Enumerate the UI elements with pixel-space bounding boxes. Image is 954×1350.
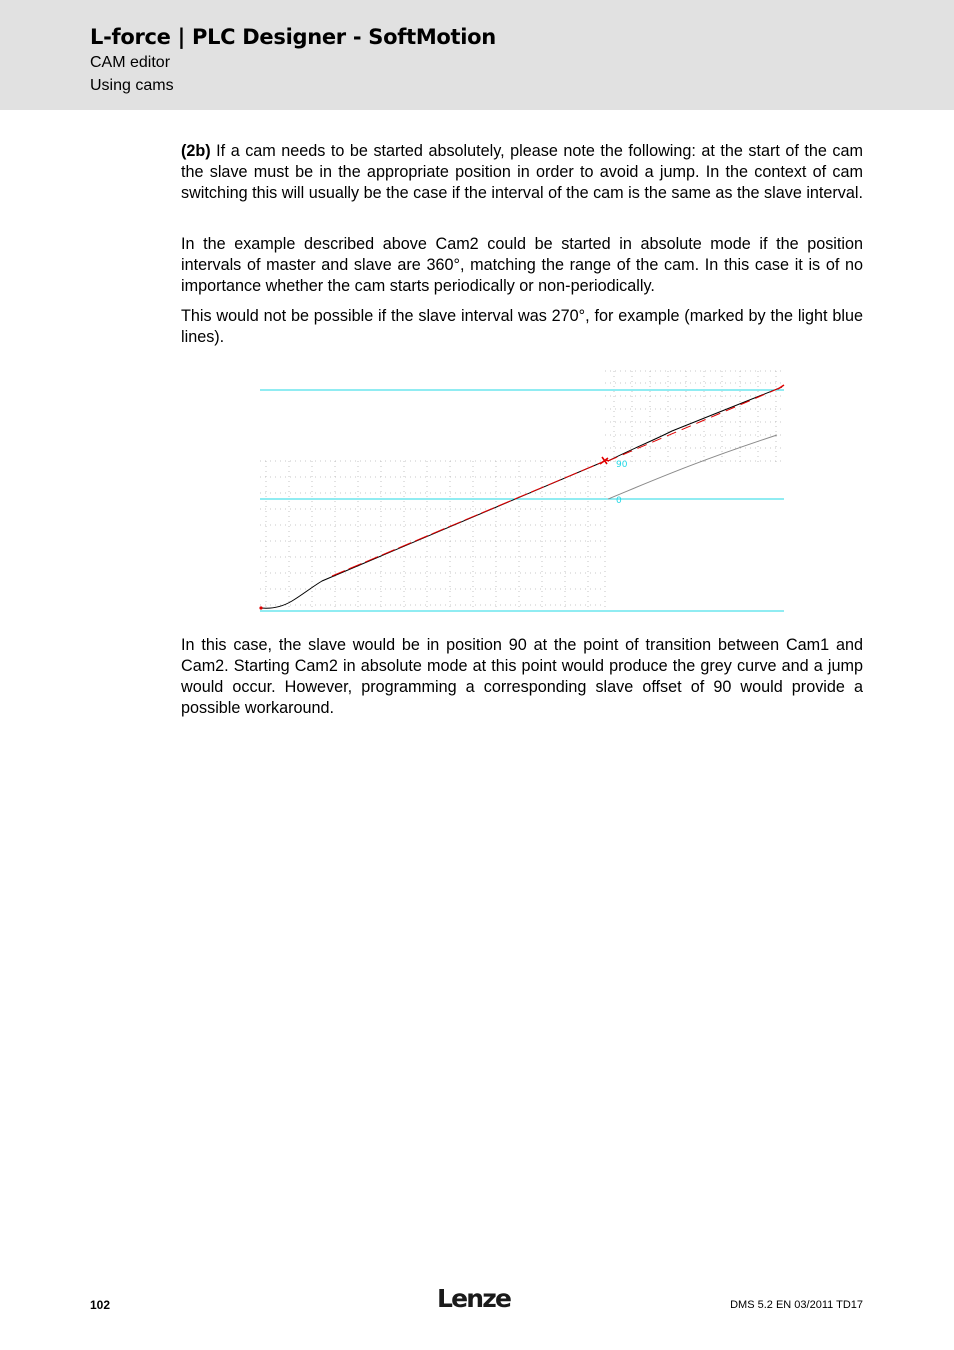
section-title: Using cams xyxy=(90,77,174,94)
step-label: (2b) xyxy=(181,142,211,160)
paragraph-2b xyxy=(181,141,863,204)
label-90: 90 xyxy=(616,460,628,470)
paragraph-conclusion: In this case, the slave would be in position 90 at the point of transition between Cam1 and Cam2. Starting Cam2 in absolute mode at this point would produce the grey curve and a jump would occur. However, programming a corresponding slave offset of 90 would provide a possible workaround. xyxy=(181,636,863,717)
page-header xyxy=(0,0,954,110)
grid-cam1 xyxy=(260,461,605,611)
cam-diagram xyxy=(252,365,792,620)
paragraph-2b-text: If a cam needs to be started absolutely, please note the following: at the start of the cam the slave must be in the appropriate position in order to avoid a jump. In the context of cam switching this will usually be the case if the interval of the cam is the same as the slave interval. xyxy=(181,142,863,202)
page-number: 102 xyxy=(90,1298,111,1312)
chapter-title: CAM editor xyxy=(90,54,171,71)
grey-curve xyxy=(608,435,777,499)
document-title: L-force | PLC Designer - SoftMotion xyxy=(90,25,496,49)
document-id: DMS 5.2 EN 03/2011 TD17 xyxy=(730,1299,863,1311)
label-0: 0 xyxy=(616,496,622,506)
paragraph-slave-interval: This would not be possible if the slave interval was 270°, for example (marked by the light blue lines). xyxy=(181,307,863,346)
paragraph-example: In the example described above Cam2 could be started in absolute mode if the position intervals of master and slave are 360°, matching the range of the cam. In this case it is of no importance whether the cam starts periodically or non-periodically. xyxy=(181,235,863,295)
transition-marker-icon xyxy=(600,457,609,464)
start-marker-icon xyxy=(259,606,262,609)
lenze-logo: Lenze xyxy=(437,1284,511,1313)
end-marker-icon xyxy=(778,385,784,389)
cam2-highlight xyxy=(608,387,782,461)
